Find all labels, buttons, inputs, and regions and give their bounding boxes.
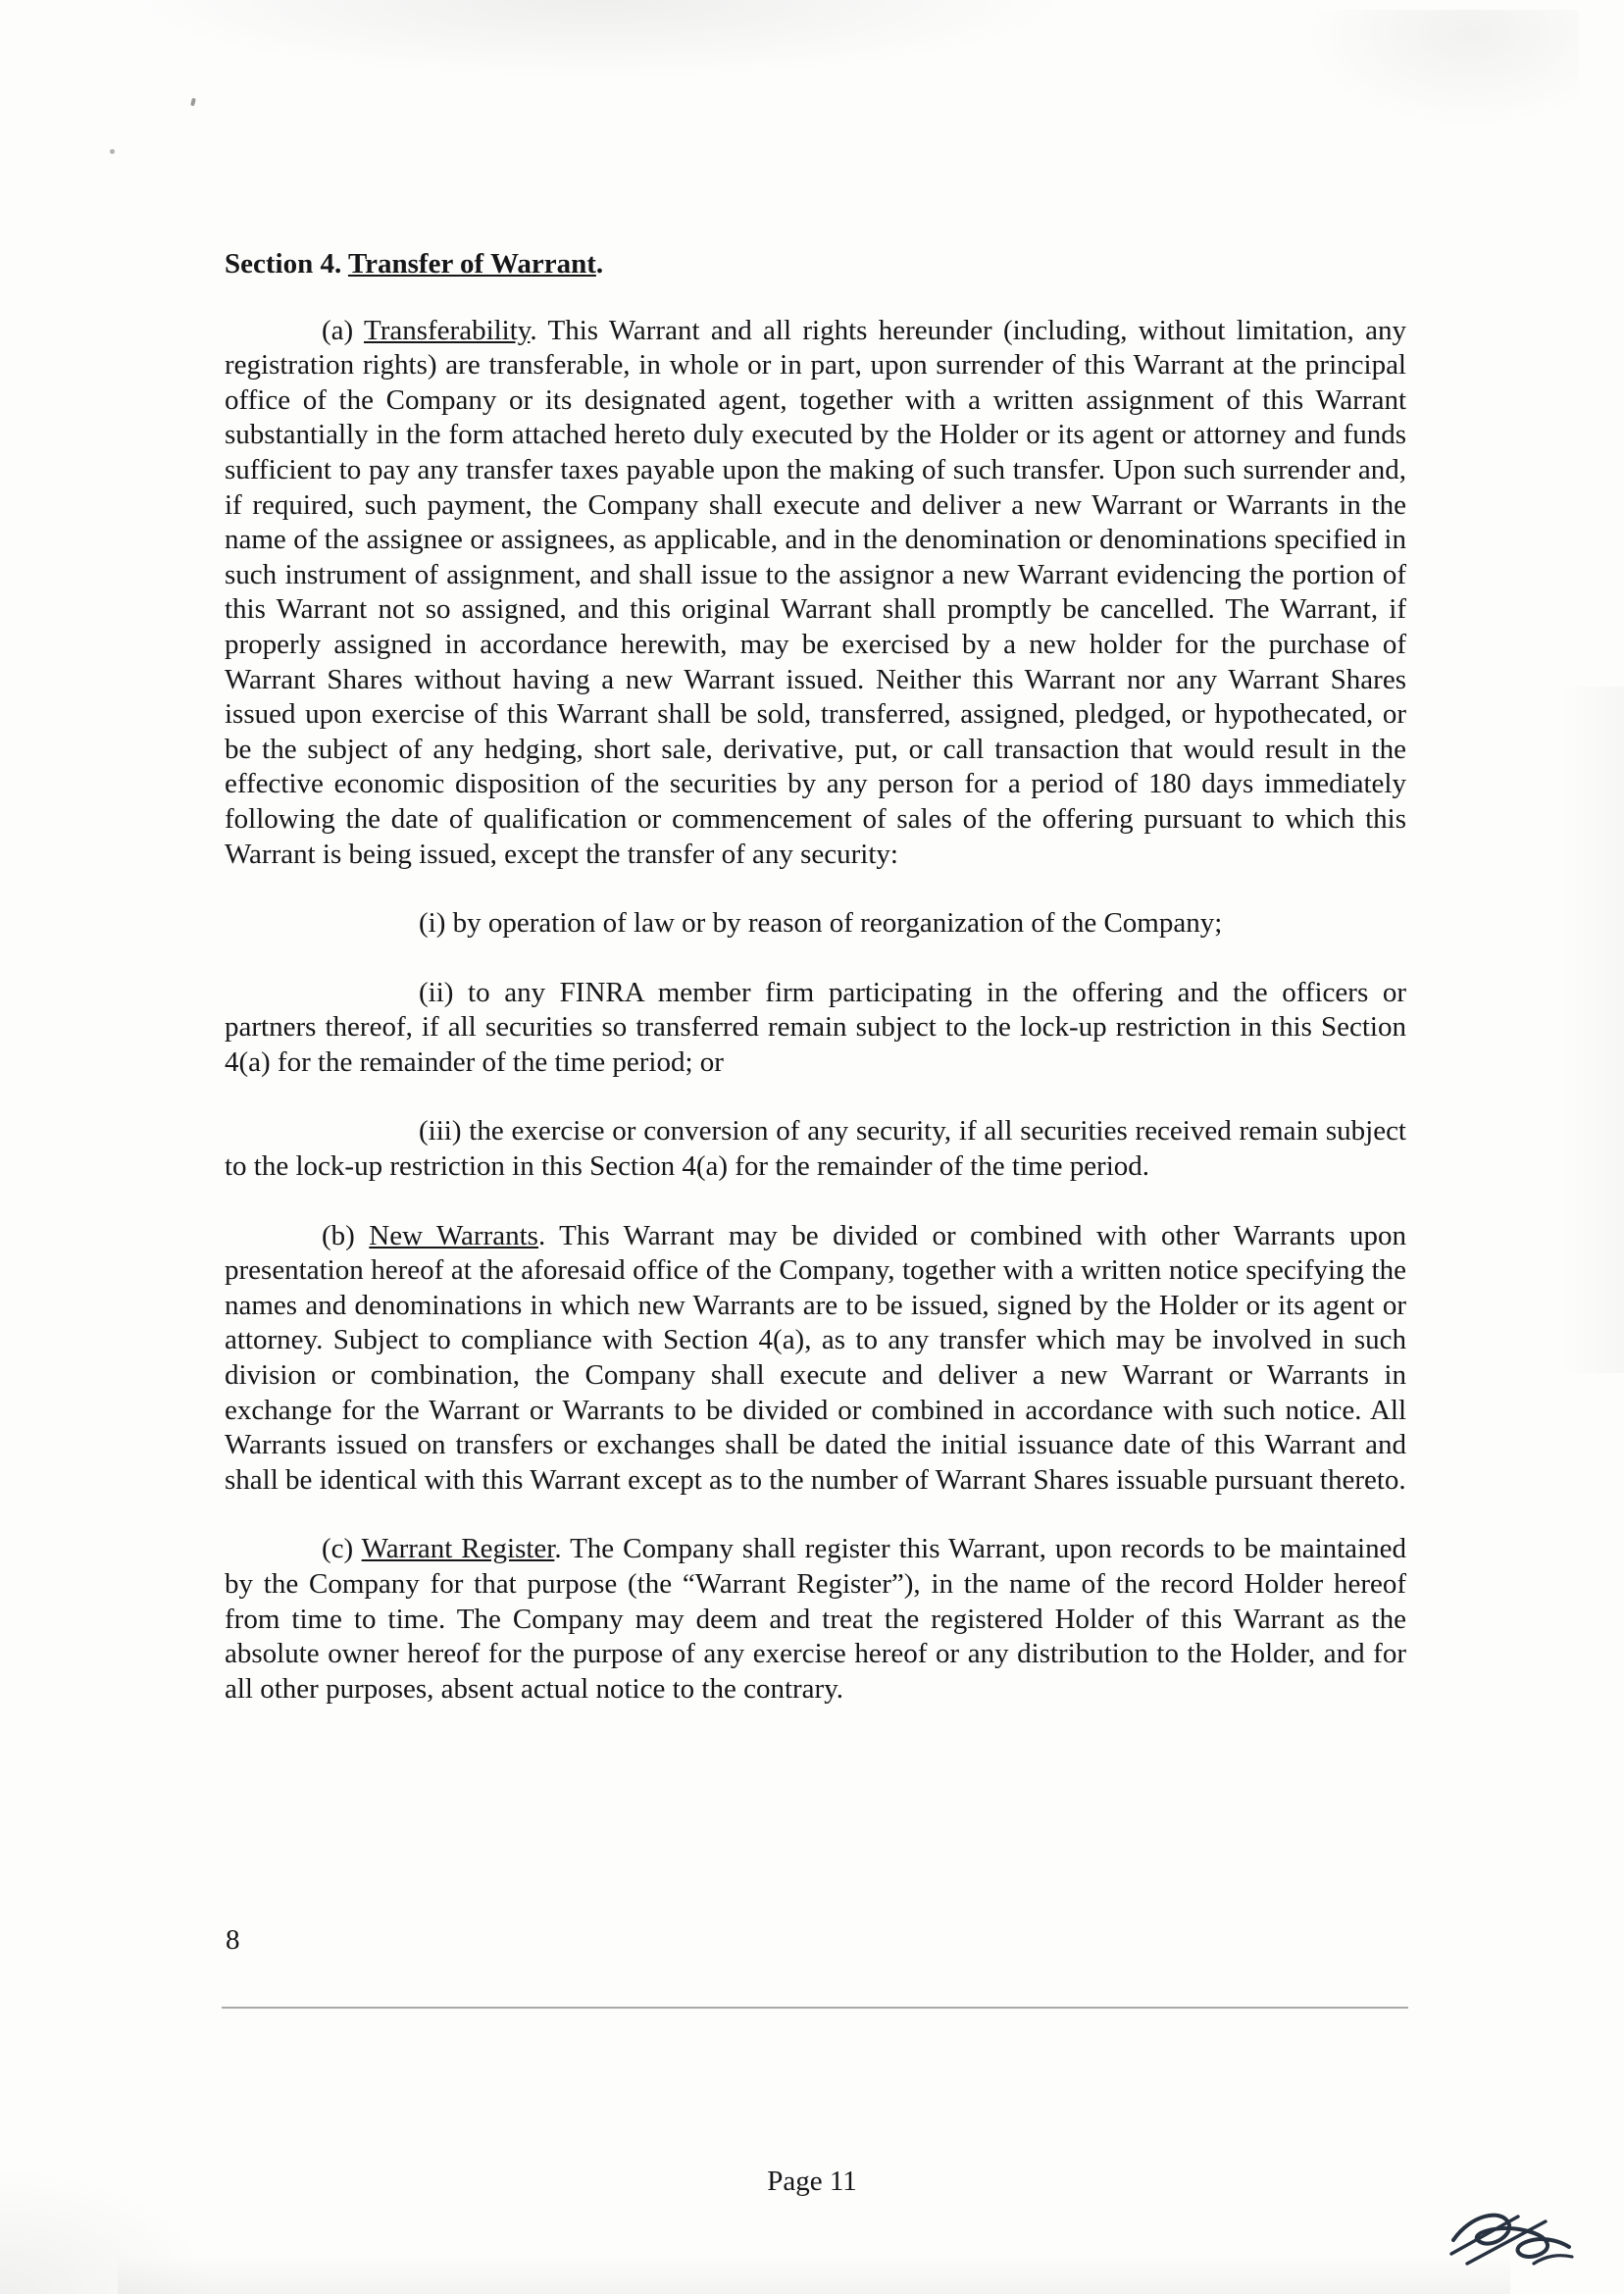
paragraph-b-label: New Warrants [369,1219,538,1251]
paragraph-b-prefix: (b) [322,1219,370,1251]
footer-rule [222,2007,1408,2009]
paragraph-c-prefix: (c) [322,1533,362,1565]
paragraph-a-body: . This Warrant and all rights hereunder (including, without limitation, any registration rights) are transferable, in whole or in part, upon surrender of this Warrant at the principal office of the Company or its designated agent, together with a written assignment of this Warrant substantially in the form attached hereto duly executed by the Holder or its agent or attorney and funds sufficient to pay any transfer taxes payable upon the making of such transfer. Upon such surrender and, if required, such payment, the Company shall execute and deliver a new Warrant or Warrants in the name of the assignee or assignees, as applicable, and in the denomination or denominations specified in such instrument of assignment, and shall issue to the assignor a new Warrant evidencing the portion of this Warrant not so assigned, and this original Warrant shall promptly be cancelled. The Warrant, if properly assigned in accordance herewith, may be exercised by a new holder for the purchase of Warrant Shares without having a new Warrant issued. Neither this Warrant nor any Warrant Shares issued upon exercise of this Warrant shall be sold, transferred, assigned, pledged, or hypothecated, or be the subject of any hedging, short sale, derivative, put, or call transaction that would result in the effective economic disposition of the securities by any person for a period of 180 days immediately following the date of qualification or commencement of sales of the offering pursuant to which this Warrant is being issued, except the transfer of any security: [225,314,1406,870]
footer-page-label: Page 11 [767,2166,857,2197]
signature-scribble-icon [1444,2195,1581,2277]
signature-scribble [1444,2195,1581,2277]
scan-smudge-bottom [118,2256,1510,2294]
scan-smudge-top [127,0,1069,78]
paragraph-a-label: Transferability [364,314,531,346]
paragraph-b-new-warrants [225,1219,1406,1499]
section-heading [225,247,1406,282]
list-item-iii: (iii) the exercise or conversion of any security, if all securities received remain subject to the lock-up restriction in this Section 4(a) for the remainder of the time period. [225,1115,1406,1183]
section-heading-title: Transfer of Warrant [347,248,596,280]
list-item-i: (i) by operation of law or by reason of reorganization of the Company; [419,907,1223,940]
paragraph-a-prefix: (a) [322,314,364,346]
paragraph-c-body: . The Company shall register this Warrant, upon records to be maintained by the Company for that purpose (the “Warrant Register”), in the name of the record Holder hereof from time to time. The Company may deem and treat the registered Holder of this Warrant as the absolute owner hereof for the purpose of any exercise hereof or any distribution to the Holder, and for all other purposes, absent actual notice to the contrary. [225,1533,1406,1705]
section-heading-period: . [595,248,604,280]
page-number: 8 [226,1924,240,1956]
paragraph-c-label: Warrant Register [361,1533,555,1565]
paragraph-b-body: . This Warrant may be divided or combined with other Warrants upon presentation hereof at the aforesaid office of the Company, together with a written notice specifying the names and denominations in which new Warrants are to be issued, signed by the Holder or its agent or attorney. Subject to compliance with Section 4(a), as to any transfer which may be involved in such division or combination, the Company shall execute and deliver a new Warrant or Warrants in exchange for the Warrant or Warrants to be divided or combined in accordance with such notice. All Warrants issued on transfers or exchanges shall be dated the initial issuance date of this Warrant and shall be identical with this Warrant except as to the number of Warrant Shares issuable pursuant thereto. [225,1219,1406,1496]
list-item-ii: (ii) to any FINRA member firm participating in the offering and the officers or partners thereof, if all securities so transferred remain subject to the lock-up restriction in this Section 4(a) for the remainder of the time period; or [225,976,1406,1078]
scan-speck [110,149,115,154]
paragraph-c-warrant-register [225,1532,1406,1707]
document-content [225,247,1406,1707]
paragraph-a-transferability [225,314,1406,873]
scan-smudge-top-right [1304,10,1579,127]
scan-smudge-right-edge [1559,687,1624,1373]
section-heading-prefix: Section 4. [225,248,348,280]
scan-speck [190,98,196,107]
